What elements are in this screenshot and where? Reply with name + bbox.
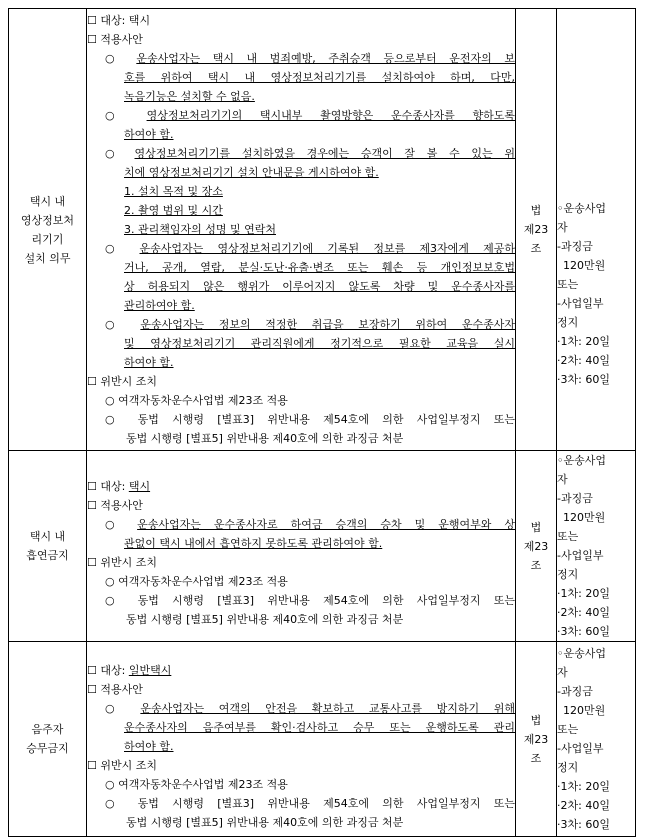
penalty-line: 자 (557, 473, 568, 486)
row-title-line: 영상정보처 (20, 213, 75, 227)
row-title-line: 음주자 (31, 723, 64, 736)
content-line-text: 운수종사자의 음주여부를 확인·검사하고 승무 또는 운행하도록 관리 (124, 720, 515, 734)
content-line-text: ☐ 위반시 조치 (87, 375, 157, 388)
penalty-line: 자 (557, 666, 568, 679)
content-line (87, 277, 515, 296)
content-line-text: ○ 운송사업자는 영상정보처리기기에 기록된 정보를 제3자에게 제공하 (105, 242, 515, 255)
row-title-cell (9, 642, 87, 837)
content-line-text: 및 영상정보처리기기 관리직원에게 정기적으로 필요한 교육을 실시 (124, 337, 515, 350)
content-line (87, 144, 515, 163)
law-reference-line: 법 (530, 713, 542, 727)
content-line (87, 775, 515, 794)
content-line (87, 220, 515, 239)
content-line (87, 534, 515, 553)
content-line-text: ☐ 위반시 조치 (87, 758, 157, 772)
section-heading (87, 661, 515, 680)
penalty-line: 또는 (557, 723, 579, 736)
content-line-text: ○ 운송사업자는 운수종사자로 하여금 승객의 승차 및 운행여부와 상 (105, 518, 515, 531)
row-content-cell (87, 642, 516, 837)
content-line (87, 718, 515, 737)
content-line (87, 68, 515, 87)
penalty-line: 정지 (557, 568, 579, 581)
content-line (87, 813, 515, 832)
section-heading (87, 30, 515, 49)
regulation-row (9, 9, 636, 451)
content-line-text: ☐ 적용사안 (87, 499, 143, 512)
content-line (87, 429, 515, 448)
penalty-line: 또는 (557, 530, 579, 543)
penalty-cell (557, 642, 636, 837)
row-title-cell (9, 9, 87, 451)
penalty-cell (557, 451, 636, 642)
content-line-text: ○ 여객자동차운수사업법 제23조 적용 (105, 394, 288, 407)
row-title-line: 택시 내 (29, 530, 66, 543)
content-line-text: ○ 동법 시행령 [별표3] 위반내용 제54호에 의한 사업일부정지 또는 (105, 796, 515, 810)
penalty-line: -과징금 (557, 239, 593, 253)
law-reference-line: 조 (530, 242, 542, 255)
content-line-text: 동법 시행령 [별표5] 위반내용 제40호에 의한 과징금 처분 (126, 613, 404, 626)
penalty-line: -과징금 (557, 492, 593, 505)
content-line-text: 동법 시행령 [별표5] 위반내용 제40호에 의한 과징금 처분 (126, 432, 404, 445)
content-line-text: ○ 여객자동차운수사업법 제23조 적용 (105, 575, 288, 588)
penalty-line: 정지 (557, 315, 579, 329)
law-reference-line: 법 (530, 520, 542, 534)
row-title-line: 설치 의무 (24, 251, 71, 265)
law-reference-cell (516, 642, 557, 837)
penalty-line: ·3차: 60일 (557, 818, 610, 831)
penalty-line: ·1차: 20일 (557, 587, 610, 600)
penalty-line: ·3차: 60일 (557, 372, 610, 386)
penalty-line: 120만원 (563, 258, 606, 272)
penalty-line: ·1차: 20일 (557, 780, 610, 793)
content-line-text: ○ 영상정보처리기기를 설치하였을 경우에는 승객이 잘 볼 수 있는 위 (105, 147, 515, 160)
penalty-line: 자 (557, 220, 568, 234)
law-reference-cell (516, 451, 557, 642)
content-line-text: ☐ 적용사안 (87, 33, 143, 46)
law-reference-line: 제23 (523, 223, 549, 236)
content-line-text: 1. 설치 목적 및 장소 (124, 185, 223, 198)
law-reference-line: 제23 (523, 732, 549, 746)
content-line-text: ○ 운송사업자는 정보의 적정한 취급을 보장하기 위하여 운수종사자 (105, 318, 515, 331)
content-line-text: 하여야 함. (124, 356, 174, 369)
content-line (87, 572, 515, 591)
content-line (87, 125, 515, 144)
content-line (87, 163, 515, 182)
content-line (87, 315, 515, 334)
law-reference-line: 법 (530, 204, 542, 217)
row-title-line: 리기기 (31, 232, 64, 246)
row-title-cell (9, 451, 87, 642)
content-line (87, 201, 515, 220)
row-content-cell (87, 9, 516, 451)
penalty-line: -사업일부 (557, 742, 604, 755)
row-content-cell (87, 451, 516, 642)
content-line-text: 거나, 공개, 열람, 분실·도난·유출·변조 또는 훼손 등 개인정보보호법 (124, 261, 515, 274)
penalty-line: 120만원 (563, 704, 606, 717)
law-reference-line: 조 (530, 751, 542, 765)
content-line (87, 737, 515, 756)
content-line (87, 87, 515, 106)
content-line-text: ☐ 적용사안 (87, 682, 143, 696)
content-line-text: ☐ 대상: 택시 (87, 480, 151, 493)
regulation-table-body (9, 9, 636, 837)
penalty-line: 또는 (557, 277, 579, 291)
content-line (87, 610, 515, 629)
content-line-text: 관리하여야 함. (124, 299, 195, 312)
row-title-line: 승무금지 (26, 742, 69, 755)
content-line-text: ○ 영상정보처리기기의 택시내부 촬영방향은 운수종사자를 향하도록 (105, 109, 515, 122)
content-line (87, 334, 515, 353)
content-line (87, 410, 515, 429)
penalty-line: ·2차: 40일 (557, 799, 610, 812)
content-line-text: ○ 여객자동차운수사업법 제23조 적용 (105, 777, 288, 791)
penalty-line: -사업일부 (557, 549, 604, 562)
content-line-text: 관없이 택시 내에서 흡연하지 못하도록 관리하여야 함. (124, 537, 383, 550)
content-line (87, 699, 515, 718)
law-reference-line: 제23 (523, 539, 549, 553)
section-heading (87, 553, 515, 572)
content-line-text: 2. 촬영 범위 및 시간 (124, 204, 223, 217)
content-line-text: 호를 위하여 택시 내 영상정보처리기기를 설치하여야 하며, 다만, (124, 71, 515, 84)
penalty-line: ·1차: 20일 (557, 334, 610, 348)
penalty-line: -과징금 (557, 685, 593, 698)
content-line-text: 하여야 함. (124, 128, 174, 141)
penalty-line: ·3차: 60일 (557, 625, 610, 638)
penalty-line: ·2차: 40일 (557, 353, 610, 367)
penalty-line: ·2차: 40일 (557, 606, 610, 619)
regulation-row (9, 451, 636, 642)
regulation-table (8, 8, 636, 837)
penalty-line: ◦운송사업 (557, 454, 606, 467)
content-line-text: ○ 동법 시행령 [별표3] 위반내용 제54호에 의한 사업일부정지 또는 (105, 413, 515, 426)
penalty-line: 정지 (557, 761, 579, 774)
section-heading (87, 756, 515, 775)
content-line-text: ○ 동법 시행령 [별표3] 위반내용 제54호에 의한 사업일부정지 또는 (105, 594, 515, 607)
penalty-cell (557, 9, 636, 451)
row-title-line: 택시 내 (29, 194, 66, 208)
law-reference-line: 조 (530, 558, 542, 572)
content-line (87, 391, 515, 410)
row-title-line: 흡연금지 (26, 549, 69, 562)
content-line (87, 239, 515, 258)
section-heading (87, 680, 515, 699)
content-line (87, 591, 515, 610)
content-line-text: 3. 관리책임자의 성명 및 연락처 (124, 223, 276, 236)
section-heading (87, 372, 515, 391)
content-line (87, 258, 515, 277)
content-line (87, 515, 515, 534)
section-heading (87, 477, 515, 496)
content-line-text: 동법 시행령 [별표5] 위반내용 제40호에 의한 과징금 처분 (126, 815, 404, 829)
penalty-line: ◦운송사업 (557, 201, 606, 215)
penalty-line: 120만원 (563, 511, 606, 524)
penalty-line: ◦운송사업 (557, 647, 606, 660)
content-line-text: 상 허용되지 않은 행위가 이루어지지 않도록 차량 및 운수종사자를 (124, 280, 515, 293)
content-line-text: 치에 영상정보처리기기 설치 안내문을 게시하여야 함. (124, 166, 379, 179)
content-line-text: ☐ 대상: 택시 (87, 14, 151, 27)
content-line (87, 794, 515, 813)
content-line (87, 49, 515, 68)
penalty-line: -사업일부 (557, 296, 604, 310)
content-line (87, 296, 515, 315)
content-line (87, 106, 515, 125)
content-line-text: ☐ 위반시 조치 (87, 556, 157, 569)
content-line (87, 182, 515, 201)
content-line-text: 하여야 함. (124, 739, 174, 753)
content-line-text: 녹음기능은 설치할 수 없음. (124, 90, 255, 103)
content-line-text: ○ 운송사업자는 여객의 안전을 확보하고 교통사고를 방지하기 위해 (105, 701, 515, 715)
section-heading (87, 11, 515, 30)
regulation-row (9, 642, 636, 837)
section-heading (87, 496, 515, 515)
law-reference-cell (516, 9, 557, 451)
content-line-text: ○ 운송사업자는 택시 내 범죄예방, 주취승객 등으로부터 운전자의 보 (105, 52, 515, 65)
content-line (87, 353, 515, 372)
content-line-text: ☐ 대상: 일반택시 (87, 663, 172, 677)
